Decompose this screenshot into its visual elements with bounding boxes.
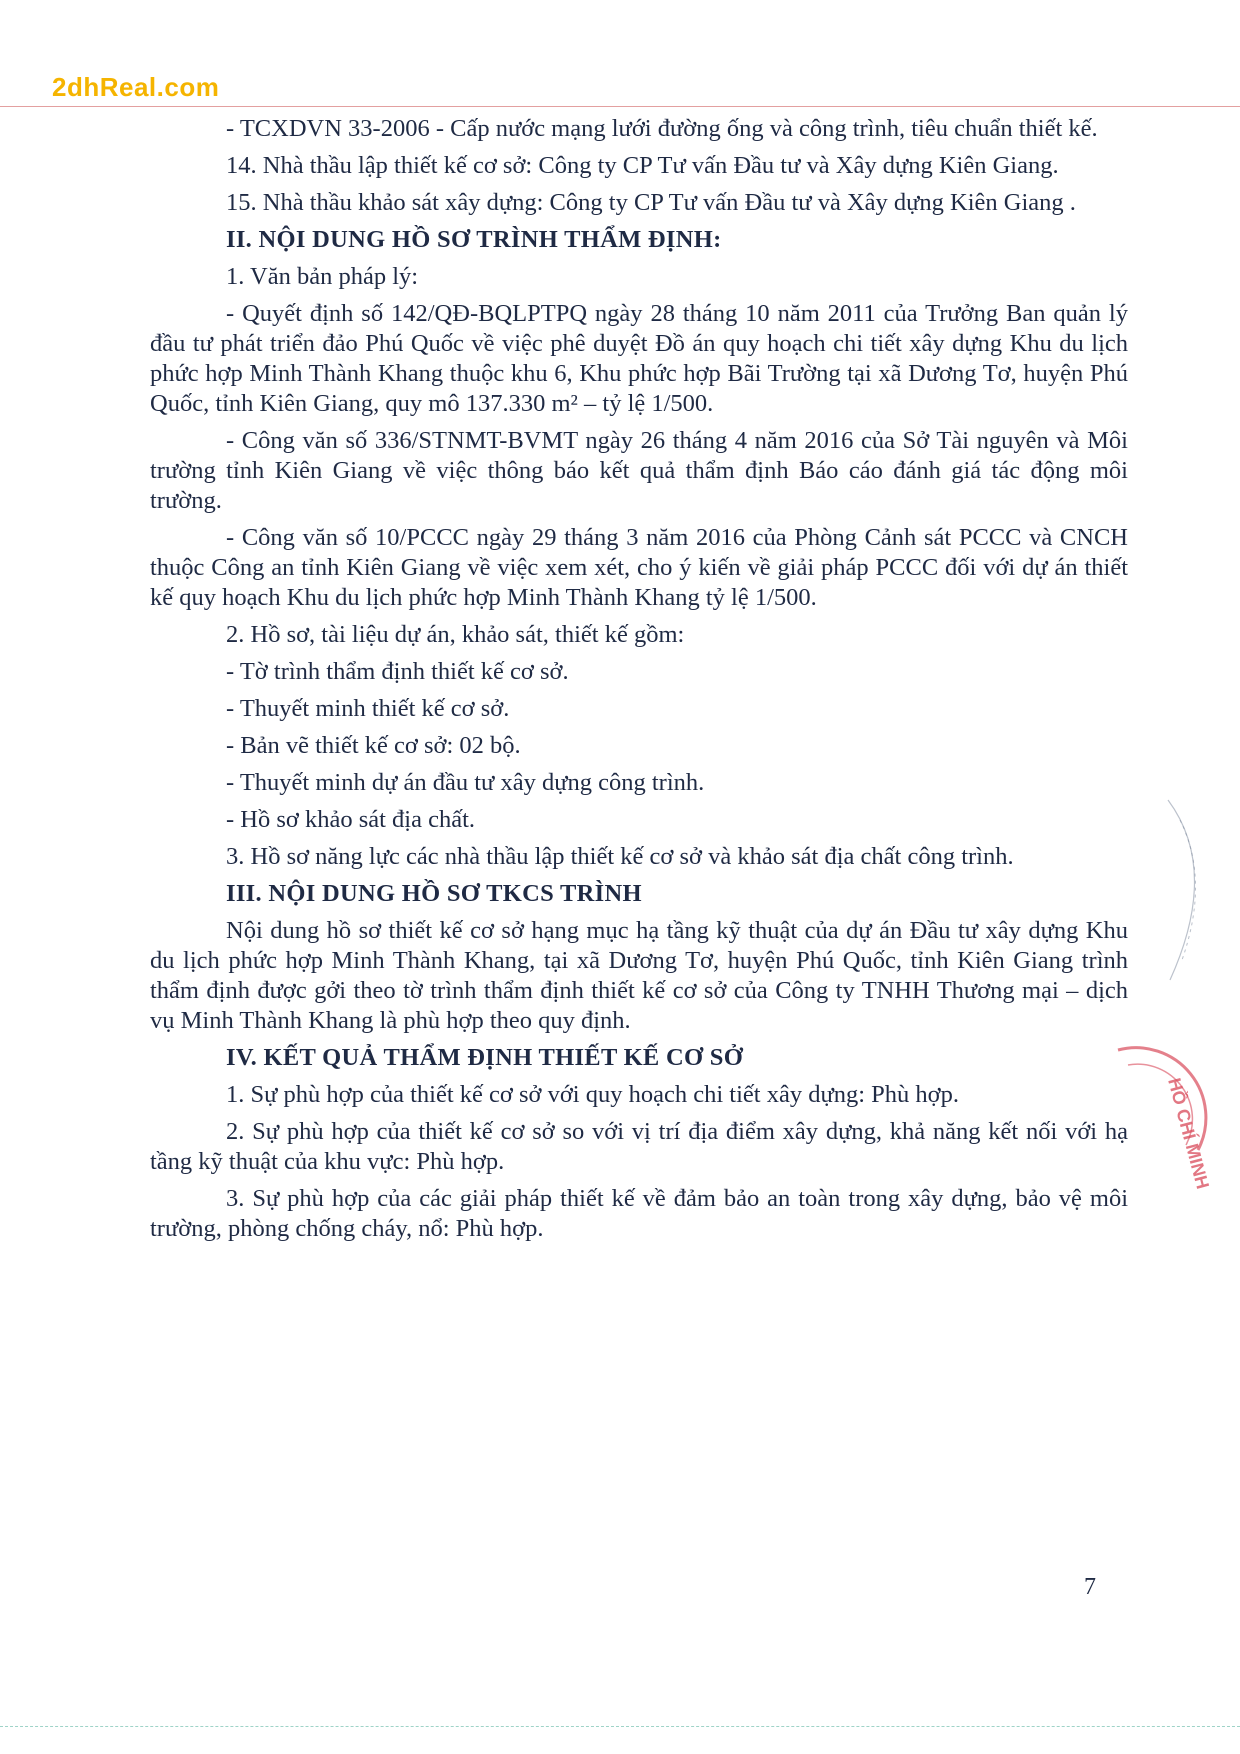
list-item-submission: - Tờ trình thẩm định thiết kế cơ sở. xyxy=(226,658,569,685)
heading-section-3: III. NỘI DUNG HỒ SƠ TKCS TRÌNH xyxy=(226,880,642,907)
footer-rule xyxy=(0,1726,1240,1727)
paragraph-design-contractor: 14. Nhà thầu lập thiết kế cơ sở: Công ty CP Tư vấn Đầu tư và Xây dựng Kiên Giang. xyxy=(226,152,1059,179)
page-number: 7 xyxy=(1084,1574,1096,1600)
paragraph-dossier-list: 2. Hồ sơ, tài liệu dự án, khảo sát, thiết kế gồm: xyxy=(226,621,685,648)
list-item-drawings: - Bản vẽ thiết kế cơ sở: 02 bộ. xyxy=(226,732,521,759)
paragraph-dispatch-10: - Công văn số 10/PCCC ngày 29 tháng 3 năm 2016 của Phòng Cảnh sát PCCC và CNCH thuộc Công an tỉnh Kiên Giang về việc xem xét, cho ý kiến về giải pháp PCCC đối với dự án thiết kế quy hoạch Khu du lịch phức hợp Minh Thành Khang tỷ lệ 1/500. xyxy=(150,524,1128,611)
header-rule xyxy=(0,106,1240,107)
paragraph-dispatch-336: - Công văn số 336/STNMT-BVMT ngày 26 tháng 4 năm 2016 của Sở Tài nguyên và Môi trường tỉnh Kiên Giang về việc thông báo kết quả thẩm định Báo cáo đánh giá tác động môi trường. xyxy=(150,427,1128,514)
paragraph-tkcs-content: Nội dung hồ sơ thiết kế cơ sở hạng mục hạ tầng kỹ thuật của dự án Đầu tư xây dựng Khu du lịch phức hợp Minh Thành Khang, tại xã Dương Tơ, huyện Phú Quốc, tỉnh Kiên Giang trình thẩm định được gởi theo tờ trình thẩm định thiết kế cơ sở của Công ty TNHH Thương mại – dịch vụ Minh Thành Khang là phù hợp theo quy định. xyxy=(150,917,1128,1034)
list-item-geology: - Hồ sơ khảo sát địa chất. xyxy=(226,806,476,833)
paragraph-survey-contractor: 15. Nhà thầu khảo sát xây dựng: Công ty CP Tư vấn Đầu tư và Xây dựng Kiên Giang . xyxy=(226,189,1076,216)
heading-section-2: II. NỘI DUNG HỒ SƠ TRÌNH THẨM ĐỊNH: xyxy=(226,226,722,253)
paragraph-result-2: 2. Sự phù hợp của thiết kế cơ sở so với vị trí địa điểm xây dựng, khả năng kết nối với hạ tầng kỹ thuật của khu vực: Phù hợp. xyxy=(150,1118,1128,1175)
list-item-project-explanation: - Thuyết minh dự án đầu tư xây dựng công trình. xyxy=(226,769,705,796)
paragraph-standard-tcxdvn: - TCXDVN 33-2006 - Cấp nước mạng lưới đường ống và công trình, tiêu chuẩn thiết kế. xyxy=(226,115,1098,142)
heading-section-4: IV. KẾT QUẢ THẨM ĐỊNH THIẾT KẾ CƠ SỞ xyxy=(226,1044,744,1071)
paragraph-result-3: 3. Sự phù hợp của các giải pháp thiết kế về đảm bảo an toàn trong xây dựng, bảo vệ môi trường, phòng chống cháy, nổ: Phù hợp. xyxy=(150,1185,1128,1242)
paragraph-legal-docs: 1. Văn bản pháp lý: xyxy=(226,263,419,290)
list-item-explanation: - Thuyết minh thiết kế cơ sở. xyxy=(226,695,510,722)
watermark-logo: 2dhReal.com xyxy=(52,72,220,102)
document-body xyxy=(150,114,1128,1244)
paragraph-result-1: 1. Sự phù hợp của thiết kế cơ sở với quy hoạch chi tiết xây dựng: Phù hợp. xyxy=(226,1081,960,1108)
seal-text: HỒ CHÍ MINH xyxy=(1164,1075,1213,1192)
faint-stamp-mark xyxy=(1160,790,1230,990)
paragraph-decision-142: - Quyết định số 142/QĐ-BQLPTPQ ngày 28 tháng 10 năm 2011 của Trưởng Ban quản lý đầu tư phát triển đảo Phú Quốc về việc phê duyệt Đồ án quy hoạch chi tiết xây dựng Khu du lịch phức hợp Minh Thành Khang thuộc khu 6, Khu phức hợp Bãi Trường tại xã Dương Tơ, huyện Phú Quốc, tỉnh Kiên Giang, quy mô 137.330 m² – tỷ lệ 1/500. xyxy=(150,300,1128,417)
paragraph-capacity-dossier: 3. Hồ sơ năng lực các nhà thầu lập thiết kế cơ sở và khảo sát địa chất công trình. xyxy=(226,843,1014,870)
